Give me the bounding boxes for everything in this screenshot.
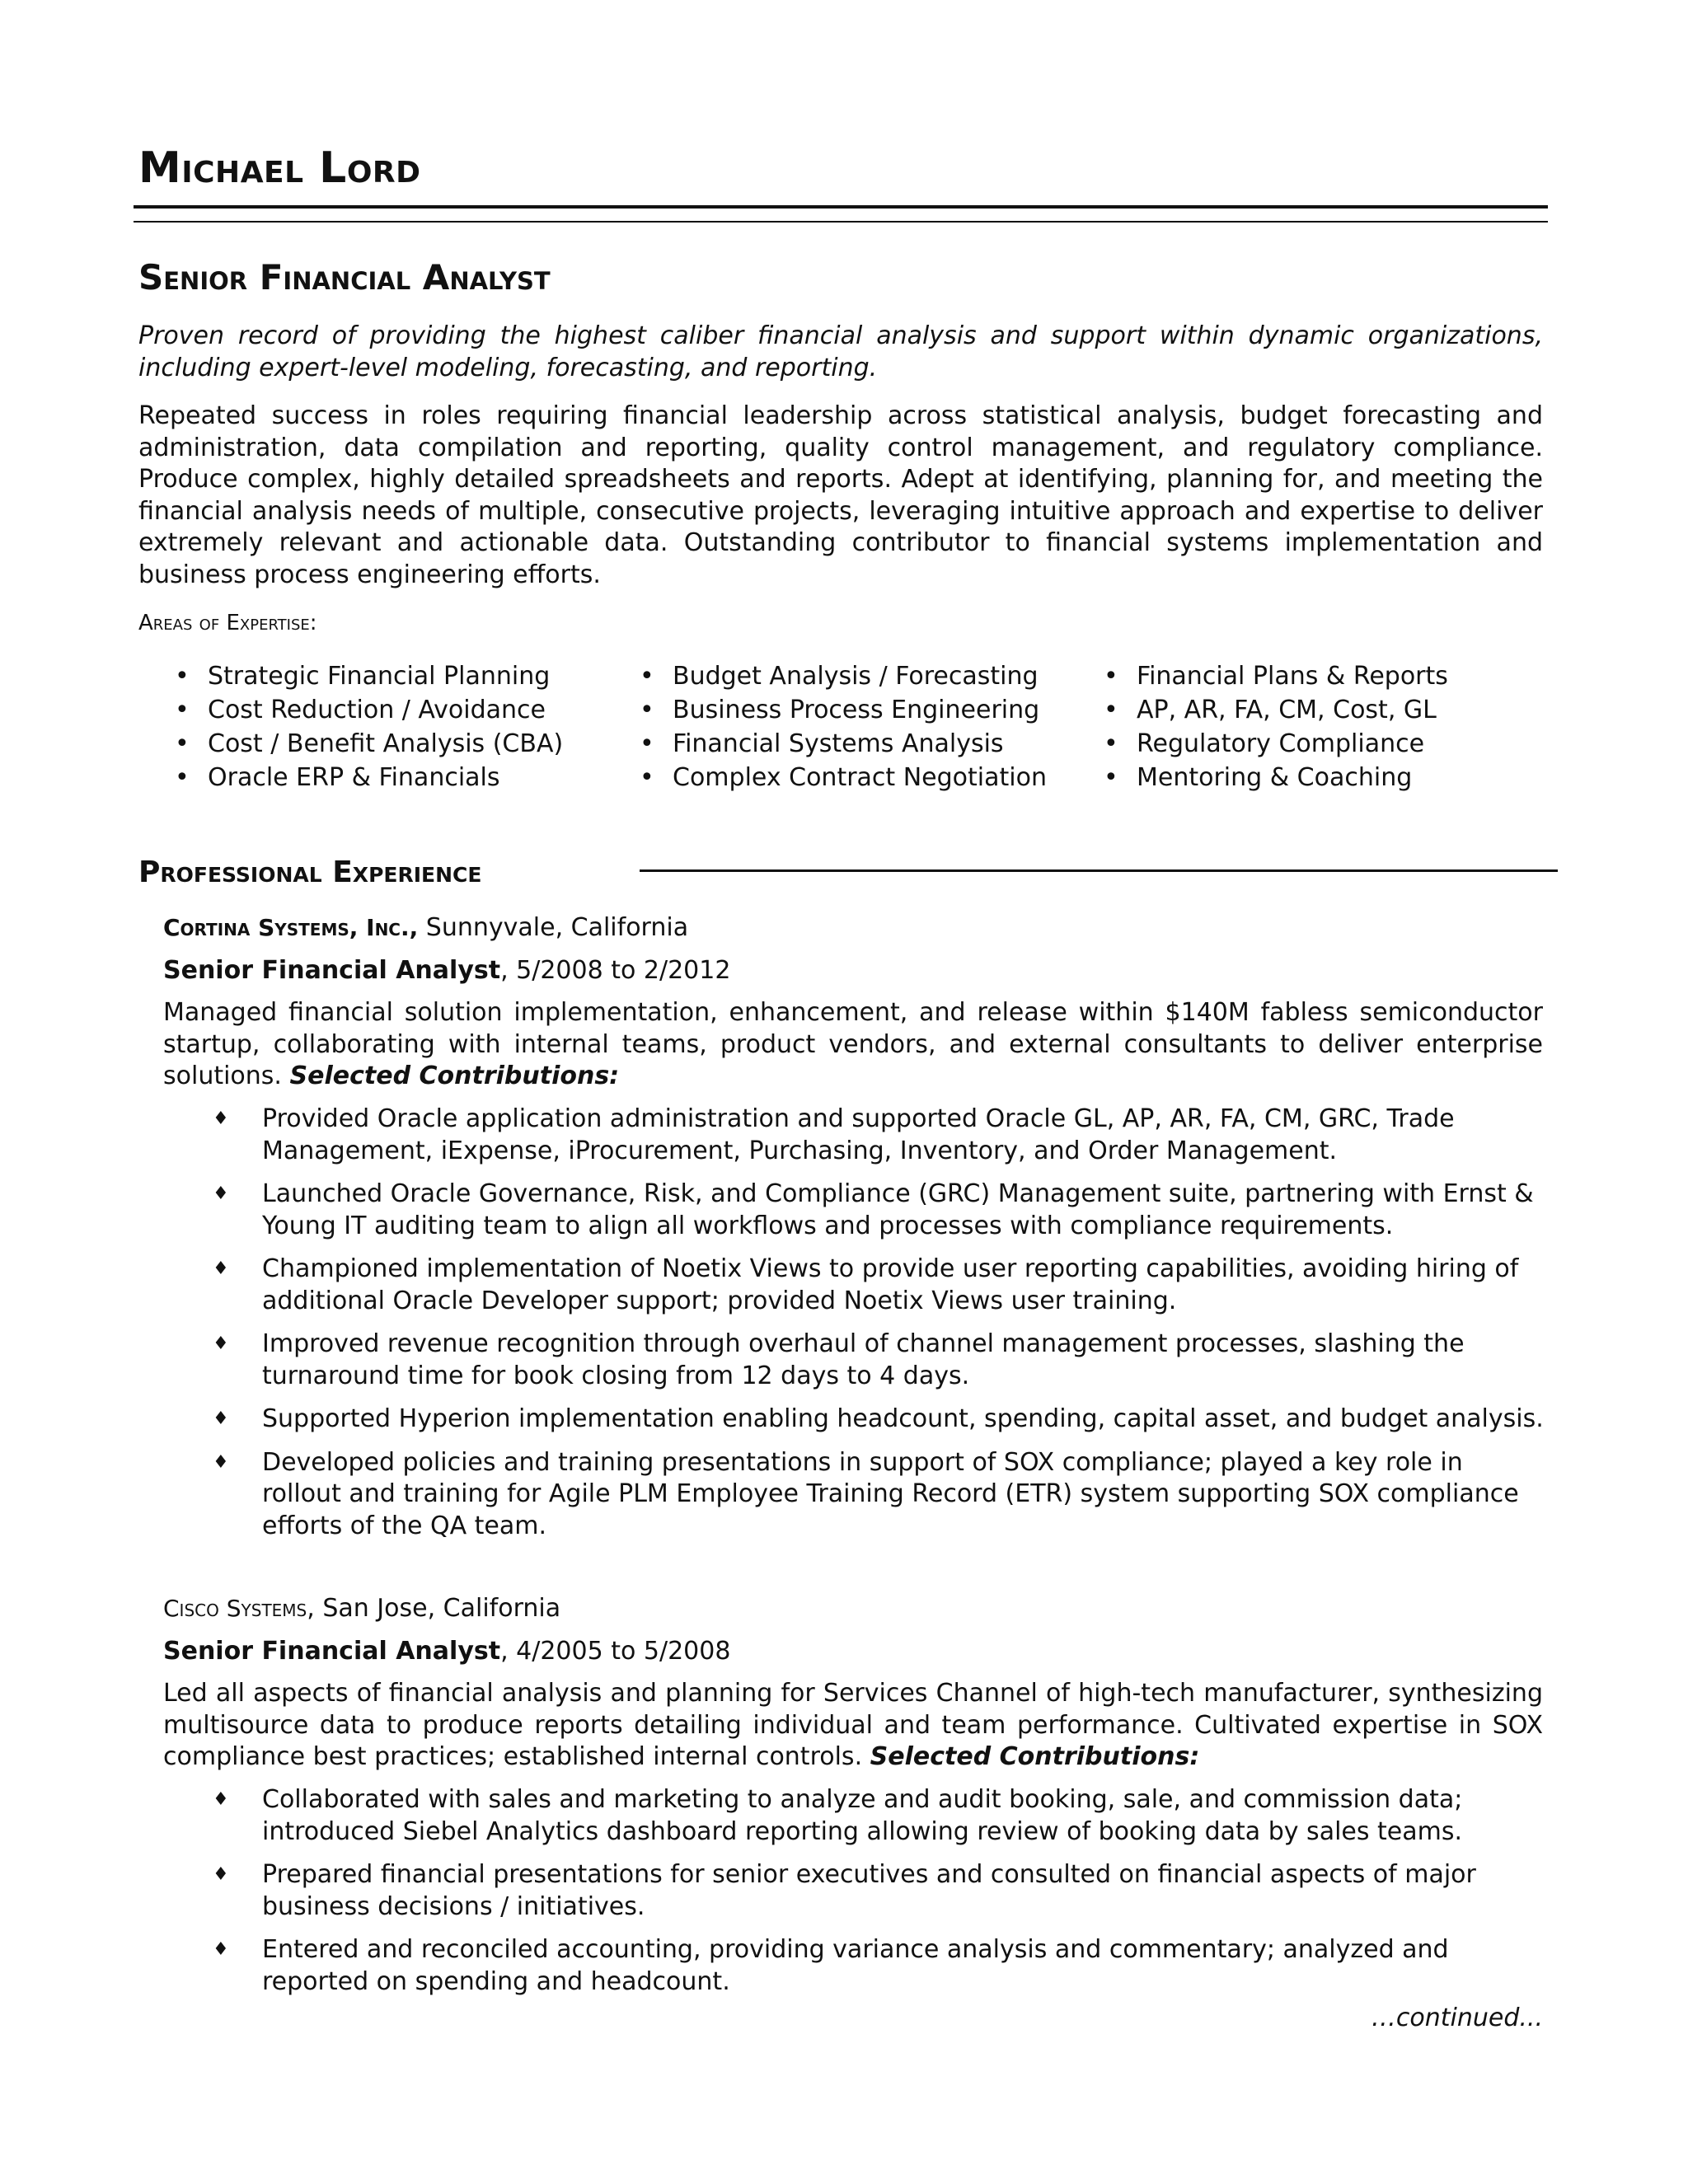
contribution-item: ♦ Collaborated with sales and marketing to analyze and audit booking, sale, and commission data; introduced Siebel Analytics dashboard reporting allowing review of booking data by sales teams.: [213, 1784, 1548, 1848]
expertise-item: • Financial Systems Analysis: [640, 727, 1047, 761]
contribution-item: ♦ Supported Hyperion implementation enabling headcount, spending, capital asset, and budget analysis.: [213, 1404, 1548, 1436]
expertise-item: • Oracle ERP & Financials: [175, 761, 563, 794]
header-rule-thin: [134, 221, 1548, 223]
expertise-item: • Regulatory Compliance: [1104, 727, 1448, 761]
job-role-title: Senior Financial Analyst: [163, 956, 501, 985]
expertise-item: • Cost / Benefit Analysis (CBA): [175, 727, 563, 761]
job-dates: , 5/2008 to 2/2012: [500, 956, 731, 985]
expertise-item: • Strategic Financial Planning: [175, 659, 563, 693]
expertise-column-3: [1104, 659, 1448, 794]
job-location: Sunnyvale, California: [418, 913, 689, 942]
expertise-item: • Mentoring & Coaching: [1104, 761, 1448, 794]
job-company-name: Cisco Systems: [163, 1595, 307, 1622]
job-description-text: Led all aspects of financial analysis and planning for Services Channel of high-tech manufacturer, synthesizing multisource data to produce reports detailing individual and team performance. Cultivated expertise in SOX compliance best practices; established internal controls.: [163, 1679, 1543, 1771]
job-description: [163, 1678, 1543, 1774]
job-company-line: [163, 1594, 560, 1623]
job-bullet-list: [213, 1784, 1548, 2009]
continued-note: …continued...: [1371, 2004, 1543, 2032]
experience-section-title: Professional Experience: [138, 855, 482, 889]
expertise-item: • Budget Analysis / Forecasting: [640, 659, 1047, 693]
expertise-item: • Complex Contract Negotiation: [640, 761, 1047, 794]
contribution-item: ♦ Provided Oracle application administration and supported Oracle GL, AP, AR, FA, CM, GRC, Trade Management, iExpense, iProcurement, Purchasing, Inventory, and Order Management.: [213, 1104, 1548, 1167]
contribution-item: ♦ Improved revenue recognition through overhaul of channel management processes, slashing the turnaround time for book closing from 12 days to 4 days.: [213, 1329, 1548, 1392]
job-role-line: [163, 956, 730, 985]
contribution-item: ♦ Launched Oracle Governance, Risk, and Compliance (GRC) Management suite, partnering with Ernst & Young IT auditing team to align all workflows and processes with compliance requirements.: [213, 1179, 1548, 1242]
expertise-item: • AP, AR, FA, CM, Cost, GL: [1104, 693, 1448, 727]
job-role-line: [163, 1637, 730, 1666]
experience-section-rule: [640, 869, 1558, 872]
contribution-item: ♦ Developed policies and training presentations in support of SOX compliance; played a key role in rollout and training for Agile PLM Employee Training Record (ETR) system supporting SOX compliance efforts of the QA team.: [213, 1447, 1548, 1543]
job-dates: , 4/2005 to 5/2008: [500, 1637, 731, 1666]
selected-contributions-label: Selected Contributions:: [289, 1062, 620, 1090]
expertise-column-2: [640, 659, 1047, 794]
candidate-name: Michael Lord: [138, 143, 421, 193]
job-bullet-list: [213, 1104, 1548, 1554]
job-location: , San Jose, California: [307, 1594, 561, 1623]
job-company-line: [163, 913, 688, 942]
job-role-title: Senior Financial Analyst: [163, 1637, 501, 1666]
headline-title: Senior Financial Analyst: [138, 257, 551, 298]
summary-body: Repeated success in roles requiring financial leadership across statistical analysis, budget forecasting and administration, data compilation and reporting, quality control management, and regulatory compliance. Produce complex, highly detailed spreadsheets and reports. Adept at identifying, planning for, and meeting the financial analysis needs of multiple, consecutive projects, leveraging intuitive approach and expertise to deliver extremely relevant and actionable data. Outstanding contributor to financial systems implementation and business process engineering efforts.: [138, 401, 1543, 589]
summary-tagline: Proven record of providing the highest caliber financial analysis and support within dynamic organizations, including expert-level modeling, forecasting, and reporting.: [138, 321, 1543, 382]
job-company-name: Cortina Systems, Inc.,: [163, 914, 419, 941]
expertise-item: • Financial Plans & Reports: [1104, 659, 1448, 693]
header-rule-thick: [134, 205, 1548, 209]
contribution-item: ♦ Championed implementation of Noetix Views to provide user reporting capabilities, avoiding hiring of additional Oracle Developer support; provided Noetix Views user training.: [213, 1254, 1548, 1317]
expertise-item: • Cost Reduction / Avoidance: [175, 693, 563, 727]
contribution-item: ♦ Prepared financial presentations for senior executives and consulted on financial aspects of major business decisions / initiatives.: [213, 1859, 1548, 1923]
expertise-item: • Business Process Engineering: [640, 693, 1047, 727]
expertise-label: Areas of Expertise:: [138, 611, 317, 635]
job-description-text: Managed financial solution implementation, enhancement, and release within $140M fabless semiconductor startup, collaborating with internal teams, product vendors, and external consultants to deliver enterprise solutions.: [163, 998, 1543, 1090]
job-description: [163, 997, 1543, 1093]
expertise-column-1: [175, 659, 563, 794]
contribution-item: ♦ Entered and reconciled accounting, providing variance analysis and commentary; analyzed and reported on spending and headcount.: [213, 1934, 1548, 1998]
selected-contributions-label: Selected Contributions:: [870, 1742, 1200, 1771]
